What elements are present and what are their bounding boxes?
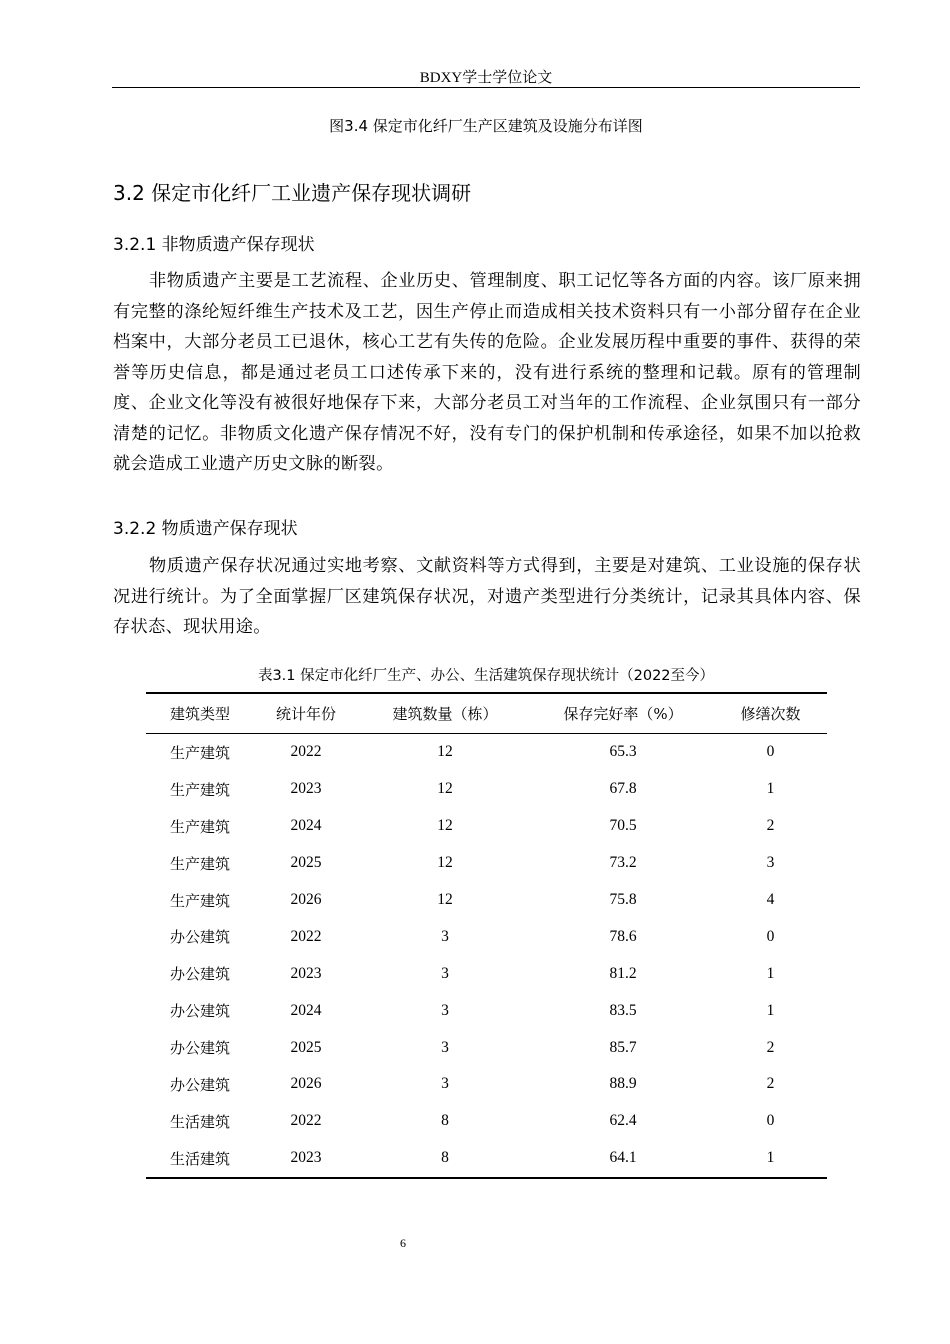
table-cell: 2023 — [290, 964, 322, 982]
table-cell: 办公建筑 — [169, 965, 230, 984]
table-row — [146, 1066, 827, 1103]
table-cell: 0 — [766, 743, 775, 761]
figure-caption: 图3.4 保定市化纤厂生产区建筑及设施分布详图 — [329, 117, 643, 135]
table-cell: 3 — [441, 1075, 449, 1093]
table-cell: 0 — [766, 1112, 775, 1130]
table-cell: 生产建筑 — [169, 891, 230, 910]
table-cell: 83.5 — [609, 1001, 637, 1019]
table-cell: 65.3 — [609, 743, 637, 761]
table-cell: 2 — [766, 1075, 775, 1093]
table-cell: 生产建筑 — [169, 817, 230, 836]
table-cell: 办公建筑 — [169, 1039, 230, 1058]
table-row — [146, 845, 827, 882]
table-cell: 3 — [441, 927, 449, 945]
table-row — [146, 882, 827, 919]
table-cell: 1 — [766, 1001, 775, 1019]
table-cell: 办公建筑 — [169, 1075, 230, 1094]
column-header: 修缮次数 — [714, 693, 827, 734]
table-header-row — [146, 693, 827, 734]
table-cell: 2024 — [290, 817, 322, 835]
table-cell: 81.2 — [609, 964, 637, 982]
table-cell: 78.6 — [609, 927, 637, 945]
table-body — [146, 734, 827, 1178]
table-cell: 88.9 — [609, 1075, 637, 1093]
table-cell: 2024 — [290, 1001, 322, 1019]
table-cell: 生产建筑 — [169, 743, 230, 762]
table-cell: 85.7 — [609, 1038, 637, 1056]
table-cell: 12 — [437, 743, 453, 761]
table-row — [146, 734, 827, 771]
table-cell: 12 — [437, 854, 453, 872]
table-row — [146, 1140, 827, 1178]
header-rule — [112, 87, 860, 88]
table-cell: 2026 — [290, 891, 322, 908]
table-cell: 2022 — [290, 743, 322, 761]
table-row — [146, 771, 827, 808]
table-cell: 75.8 — [609, 891, 637, 908]
table-cell: 生产建筑 — [169, 854, 230, 873]
subsection-heading-intangible: 3.2.1 非物质遗产保存现状 — [113, 235, 315, 255]
table-cell: 8 — [441, 1149, 449, 1167]
table-cell: 8 — [441, 1112, 449, 1130]
paragraph-tangible: 物质遗产保存状况通过实地考察、文献资料等方式得到，主要是对建筑、工业设施的保存状况进行统计。为了全面掌握厂区建筑保存状况，对遗产类型进行分类统计，记录其具体内容、保存状态、现状用途。 — [113, 556, 861, 637]
table-cell: 12 — [437, 817, 453, 835]
table-cell: 1 — [766, 964, 775, 982]
table-cell: 办公建筑 — [169, 1002, 230, 1021]
table-row — [146, 808, 827, 845]
page-number: 6 — [400, 1236, 406, 1250]
paragraph-intangible: 非物质遗产主要是工艺流程、企业历史、管理制度、职工记忆等各方面的内容。该厂原来拥有完整的涤纶短纤维生产技术及工艺，因生产停止而造成相关技术资料只有一小部分留存在企业档案中，大部分老员工已退休，核心工艺有失传的危险。企业发展历程中重要的事件、获得的荣誉等历史信息，都是通过老员工口述传承下来的，没有进行系统的整理和记载。原有的管理制度、企业文化等没有被很好地保存下来，大部分老员工对当年的工作流程、企业氛围只有一部分清楚的记忆。非物质文化遗产保存情况不好，没有专门的保护机制和传承途径，如果不加以抢救就会造成工业遗产历史文脉的断裂。 — [113, 271, 861, 474]
table-cell: 2023 — [290, 1149, 322, 1167]
table-row — [146, 1103, 827, 1140]
section-heading: 3.2 保定市化纤厂工业遗产保存现状调研 — [113, 181, 472, 205]
column-header: 建筑类型 — [146, 693, 254, 734]
table-cell: 生活建筑 — [169, 1112, 230, 1131]
table-cell: 4 — [766, 891, 775, 908]
preservation-table — [146, 692, 827, 1179]
table-cell: 3 — [441, 1038, 449, 1056]
table-cell: 3 — [441, 964, 449, 982]
table-cell: 0 — [766, 927, 775, 945]
table-cell: 2 — [766, 1038, 775, 1056]
table-cell: 2026 — [290, 1075, 322, 1093]
column-header: 统计年份 — [254, 693, 358, 734]
table-cell: 67.8 — [609, 780, 637, 798]
table-cell: 2022 — [290, 927, 322, 945]
table-cell: 64.1 — [609, 1149, 637, 1167]
table-cell: 3 — [441, 1001, 449, 1019]
table-cell: 12 — [437, 891, 453, 908]
table-cell: 2025 — [290, 854, 322, 872]
table-cell: 3 — [766, 854, 775, 872]
table-row — [146, 955, 827, 992]
table-cell: 2 — [766, 817, 775, 835]
table-cell: 70.5 — [609, 817, 637, 835]
table-row — [146, 918, 827, 955]
table-row — [146, 992, 827, 1029]
table-caption: 表3.1 保定市化纤厂生产、办公、生活建筑保存现状统计（2022至今） — [257, 668, 715, 684]
table-cell: 12 — [437, 780, 453, 798]
table-cell: 生活建筑 — [169, 1149, 230, 1168]
table-cell: 62.4 — [609, 1112, 637, 1130]
table-cell: 1 — [766, 780, 775, 798]
table-cell: 1 — [766, 1149, 775, 1167]
column-header: 保存完好率（%） — [532, 693, 714, 734]
table-cell: 2023 — [290, 780, 322, 798]
table-row — [146, 1029, 827, 1066]
column-header: 建筑数量（栋） — [358, 693, 532, 734]
table-cell: 2025 — [290, 1038, 322, 1056]
table-cell: 办公建筑 — [169, 928, 230, 947]
table-cell: 生产建筑 — [169, 780, 230, 799]
running-header: BDXY学士学位论文 — [419, 70, 553, 86]
table-cell: 73.2 — [609, 854, 637, 872]
subsection-heading-tangible: 3.2.2 物质遗产保存现状 — [113, 519, 298, 539]
table-cell: 2022 — [290, 1112, 322, 1130]
